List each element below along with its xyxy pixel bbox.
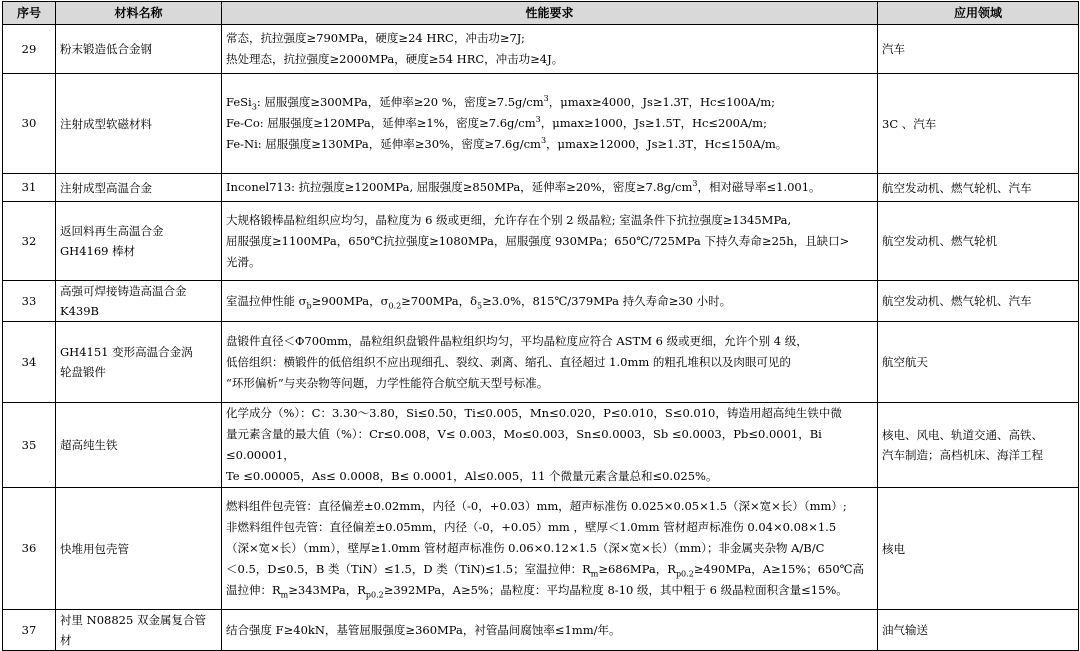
performance-line: ＜0.5，D≤0.5，B 类（TiN）≤1.5，D 类（TiN)≤1.5；室温拉伸：$R_m\ge 686MPa$，$R_{p0.2}\ge 490MPa$，A≥15%；650℃高 xyxy=(226,562,865,579)
application-field-line: 核电 xyxy=(882,541,905,556)
table-row xyxy=(3,281,1079,322)
header-application-field: 应用领域 xyxy=(878,2,1079,25)
material-name-cell xyxy=(56,322,222,403)
performance-cell xyxy=(222,281,878,322)
performance-line: Inconel713: 抗拉强度≥1200MPa, 屈服强度≥850MPa，延伸率≥20%，密度$\ge 7.8g/cm^3$，相对磁导率≤1.001。 xyxy=(226,179,821,194)
performance-line: Fe-Co: 屈服强度≥120MPa，延伸率≥1%，密度$\ge 7.6g/cm^3$，μmax≥1000，Js≥1.5T，Hc≤200A/m; xyxy=(226,115,767,130)
application-field-cell xyxy=(878,25,1079,74)
table-row xyxy=(3,322,1079,403)
row-index: 32 xyxy=(3,202,56,281)
row-index: 33 xyxy=(3,281,56,322)
material-name-cell xyxy=(56,610,222,651)
material-name-line: GH4151 变形高温合金涡 xyxy=(60,345,193,359)
application-field-line: 油气输送 xyxy=(882,623,928,637)
performance-cell xyxy=(222,25,878,74)
performance-line: 燃料组件包壳管：直径偏差±0.02mm，内径（-0，+0.03）mm，超声标准伤 0.025×0.05×1.5（深×宽×长）（mm）; xyxy=(226,499,847,513)
table-row xyxy=(3,403,1079,488)
performance-cell xyxy=(222,403,878,488)
row-index: 35 xyxy=(3,403,56,488)
table-row xyxy=(3,610,1079,651)
material-name-line: 快堆用包壳管 xyxy=(60,541,129,556)
performance-line: 化学成分（%）：C：3.30～3.80，Si≤0.50，Ti≤0.005，Mn≤0.020，P≤0.010，S≤0.010，铸造用超高纯生铁中微 xyxy=(226,406,842,420)
row-index: 31 xyxy=(3,174,56,202)
material-name-cell xyxy=(56,488,222,610)
application-field-line: 核电、风电、轨道交通、高铁、 xyxy=(882,428,1043,442)
material-name-line: 超高纯生铁 xyxy=(60,438,118,452)
material-name-line: 高强可焊接铸造高温合金 xyxy=(60,284,187,298)
performance-line: 光滑。 xyxy=(226,254,261,269)
table-header-row xyxy=(3,2,1079,25)
performance-line: 常态，抗拉强度≥790MPa，硬度≥24 HRC，冲击功≥7J; xyxy=(226,31,525,45)
performance-line: Fe-Ni: 屈服强度≥130MPa，延伸率≥30%，密度$\ge 7.6g/cm^3$，μmax≥12000，Js≥1.3T，Hc≤150A/m。 xyxy=(226,136,788,151)
table-body xyxy=(3,25,1079,651)
performance-line: 热处理态，抗拉强度≥2000MPa，硬度≥54 HRC，冲击功≥4J。 xyxy=(226,52,564,66)
row-index: 37 xyxy=(3,610,56,651)
material-name-cell xyxy=(56,174,222,202)
material-name-cell xyxy=(56,74,222,174)
material-name-cell xyxy=(56,281,222,322)
application-field-line: 航空发动机、燃气轮机、汽车 xyxy=(882,180,1032,195)
material-name-line: 返回料再生高温合金 xyxy=(60,224,164,238)
application-field-line: 汽车制造；高档机床、海洋工程 xyxy=(882,448,1043,462)
performance-cell xyxy=(222,322,878,403)
material-name-line: 粉末锻造低合金钢 xyxy=(60,42,152,56)
performance-cell xyxy=(222,488,878,610)
performance-cell xyxy=(222,174,878,202)
material-name-line: 注射成型软磁材料 xyxy=(60,116,152,131)
row-index: 36 xyxy=(3,488,56,610)
header-material-name: 材料名称 xyxy=(56,2,222,25)
performance-line: 低倍组织：横锻件的低倍组织不应出现细孔、裂纹、剥离、缩孔、直径超过 1.0mm 的粗孔堆积以及肉眼可见的 xyxy=(226,354,791,369)
performance-line: FeSi$_3$: 屈服强度≥300MPa，延伸率≥20 %，密度$\ge 7.5g/cm^3$，μmax≥4000，Js≥1.3T，Hc≤100A/m; xyxy=(226,94,775,112)
row-index: 29 xyxy=(3,25,56,74)
application-field-cell xyxy=(878,74,1079,174)
application-field-cell xyxy=(878,281,1079,322)
material-name-cell xyxy=(56,403,222,488)
performance-cell xyxy=(222,610,878,651)
performance-line: 温拉伸：$R_m\ge 343MPa$，$R_{p0.2}\ge 392MPa$，A≥5%；晶粒度：平均晶粒度 8-10 级，其中粗于 6 级晶粒面积含量≤15%。 xyxy=(226,583,848,600)
material-name-line: 衬里 N08825 双金属复合管 xyxy=(60,613,206,627)
material-name-line: 注射成型高温合金 xyxy=(60,180,152,195)
table-row xyxy=(3,202,1079,281)
performance-cell xyxy=(222,74,878,174)
table-row xyxy=(3,488,1079,610)
application-field-cell xyxy=(878,610,1079,651)
application-field-cell xyxy=(878,202,1079,281)
performance-line: （深×宽×长）（mm），壁厚≥1.0mm 管材超声标准伤 0.06×0.12×1.5（深×宽×长）（mm）；非金属夹杂物 A/B/C xyxy=(226,541,825,555)
application-field-line: 航空发动机、燃气轮机、汽车 xyxy=(882,294,1032,308)
table-row xyxy=(3,74,1079,174)
performance-cell xyxy=(222,202,878,281)
application-field-cell xyxy=(878,322,1079,403)
performance-line: 结合强度 F≥40kN，基管屈服强度≥360MPa，衬管晶间腐蚀率≤1mm/年。 xyxy=(226,622,621,637)
table-row xyxy=(3,25,1079,74)
performance-line: 屈服强度≥1100MPa，650℃抗拉强度≥1080MPa，屈服强度 930MPa；650℃/725MPa 下持久寿命≥25h，且缺口> xyxy=(226,233,850,248)
material-name-line: K439B xyxy=(60,304,99,318)
performance-line: 室温拉伸性能 $\sigma_b\ge 900MPa$，$\sigma_{0.2}\ge 700MPa$，$\delta_5\ge 3.0\%$，815℃/379MPa 持久寿命≥30 小时。 xyxy=(226,293,732,310)
row-index: 34 xyxy=(3,322,56,403)
performance-line: 盘锻件直径＜Φ700mm，晶粒组织盘锻件晶粒组织均匀，平均晶粒度应符合 ASTM 6 级或更细，允许个别 4 级， xyxy=(226,333,808,348)
application-field-line: 3C 、汽车 xyxy=(882,116,937,131)
application-field-cell xyxy=(878,488,1079,610)
header-index: 序号 xyxy=(3,2,56,25)
performance-line: 大规格锻棒晶粒组织应均匀，晶粒度为 6 级或更细，允许存在个别 2 级晶粒; 室温条件下抗拉强度≥1345MPa, xyxy=(226,212,792,227)
application-field-cell xyxy=(878,174,1079,202)
application-field-line: 汽车 xyxy=(882,42,905,56)
row-index: 30 xyxy=(3,74,56,174)
performance-line: Te ≤0.00005，As≤ 0.0008，B≤ 0.0001，Al≤0.005，11 个微量元素含量总和≤0.025%。 xyxy=(226,469,718,483)
performance-line: “环形偏析”与夹杂物等问题，力学性能符合航空航天型号标准。 xyxy=(226,375,549,390)
materials-spec-table xyxy=(2,1,1079,651)
material-name-line: 材 xyxy=(60,633,72,647)
material-name-cell xyxy=(56,202,222,281)
material-name-line: GH4169 棒材 xyxy=(60,244,136,258)
application-field-cell xyxy=(878,403,1079,488)
application-field-line: 航空航天 xyxy=(882,355,928,369)
application-field-line: 航空发动机、燃气轮机 xyxy=(882,234,997,248)
performance-line: 非燃料组件包壳管：直径偏差±0.05mm，内径（-0，+0.05）mm ，壁厚＜1.0mm 管材超声标准伤 0.04×0.08×1.5 xyxy=(226,520,837,534)
material-name-cell xyxy=(56,25,222,74)
header-performance: 性能要求 xyxy=(222,2,878,25)
material-name-line: 轮盘锻件 xyxy=(60,365,106,379)
table-row xyxy=(3,174,1079,202)
performance-line: 量元素含量的最大值（%）：Cr≤0.008，V≤ 0.003，Mo≤0.003，Sn≤0.0003，Sb ≤0.0003，Pb≤0.0001，Bi ≤0.00001， xyxy=(226,427,822,462)
